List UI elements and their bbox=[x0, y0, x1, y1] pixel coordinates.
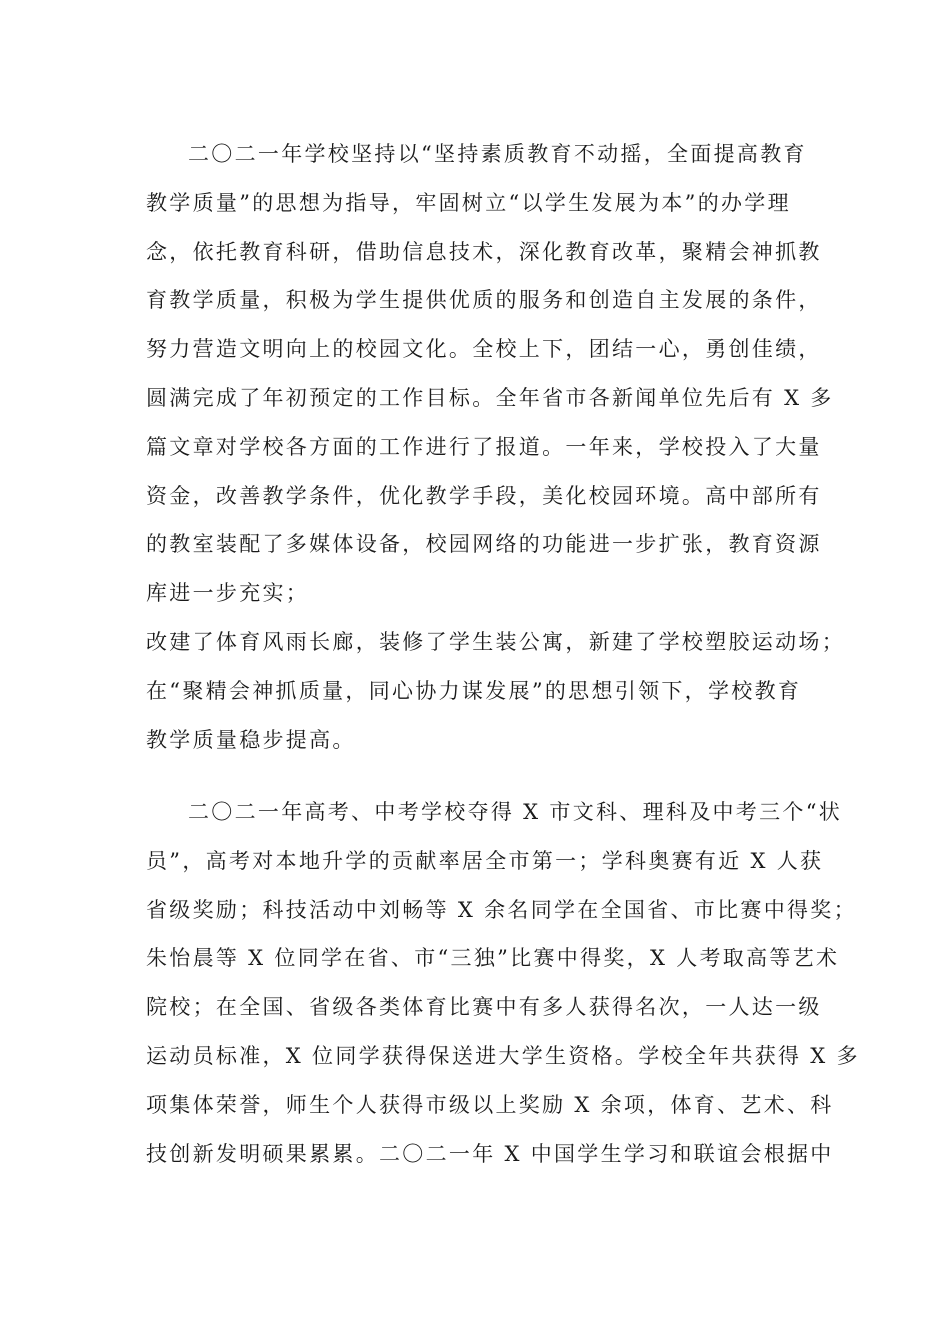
paragraph-line: 朱怡晨等 X 位同学在省、市“三独”比赛中得奖，X 人考取高等艺术 bbox=[146, 946, 840, 971]
paragraph-line: 院校；在全国、省级各类体育比赛中有多人获得名次，一人达一级 bbox=[146, 995, 822, 1020]
paragraph-line: 的教室装配了多媒体设备，校园网络的功能进一步扩张，教育资源 bbox=[146, 532, 822, 557]
paragraph-line: 改建了体育风雨长廊，装修了学生装公寓，新建了学校塑胶运动场； bbox=[146, 629, 845, 654]
paragraph-line: 圆满完成了年初预定的工作目标。全年省市各新闻单位先后有 X 多 bbox=[146, 385, 834, 410]
paragraph-line: 念，依托教育科研，借助信息技术，深化教育改革，聚精会神抓教 bbox=[146, 239, 822, 264]
paragraph-line: 努力营造文明向上的校园文化。全校上下，团结一心，勇创佳绩， bbox=[146, 337, 822, 362]
paragraph-line: 二〇二一年学校坚持以“坚持素质教育不动摇，全面提高教育 bbox=[188, 142, 807, 166]
paragraph-line: 员”，高考对本地升学的贡献率居全市第一；学科奥赛有近 X 人获 bbox=[146, 848, 824, 873]
paragraph-line: 资金，改善教学条件，优化教学手段，美化校园环境。高中部所有 bbox=[146, 483, 822, 508]
paragraph-line: 省级奖励；科技活动中刘畅等 X 余名同学在全国省、市比赛中得奖； bbox=[146, 897, 857, 922]
paragraph-line: 库进一步充实； bbox=[146, 581, 310, 606]
paragraph-line: 二〇二一年高考、中考学校夺得 X 市文科、理科及中考三个“状 bbox=[188, 800, 843, 824]
paragraph-line: 技创新发明硕果累累。二〇二一年 X 中国学生学习和联谊会根据中 bbox=[146, 1141, 834, 1166]
paragraph-line: 教学质量”的思想为指导，牢固树立“以学生发展为本”的办学理 bbox=[146, 190, 791, 215]
paragraph-line: 育教学质量，积极为学生提供优质的服务和创造自主发展的条件， bbox=[146, 288, 822, 313]
paragraph-line: 项集体荣誉，师生个人获得市级以上奖励 X 余项，体育、艺术、科 bbox=[146, 1092, 834, 1117]
paragraph-line: 运动员标准，X 位同学获得保送进大学生资格。学校全年共获得 X 多 bbox=[146, 1043, 860, 1068]
paragraph-line: 在“聚精会神抓质量，同心协力谋发展”的思想引领下，学校教育 bbox=[146, 678, 802, 703]
paragraph-line: 篇文章对学校各方面的工作进行了报道。一年来，学校投入了大量 bbox=[146, 434, 822, 459]
paragraph-line: 教学质量稳步提高。 bbox=[146, 727, 356, 752]
paragraph-exam-results bbox=[146, 788, 860, 1178]
paragraph-school-achievements bbox=[146, 130, 845, 764]
